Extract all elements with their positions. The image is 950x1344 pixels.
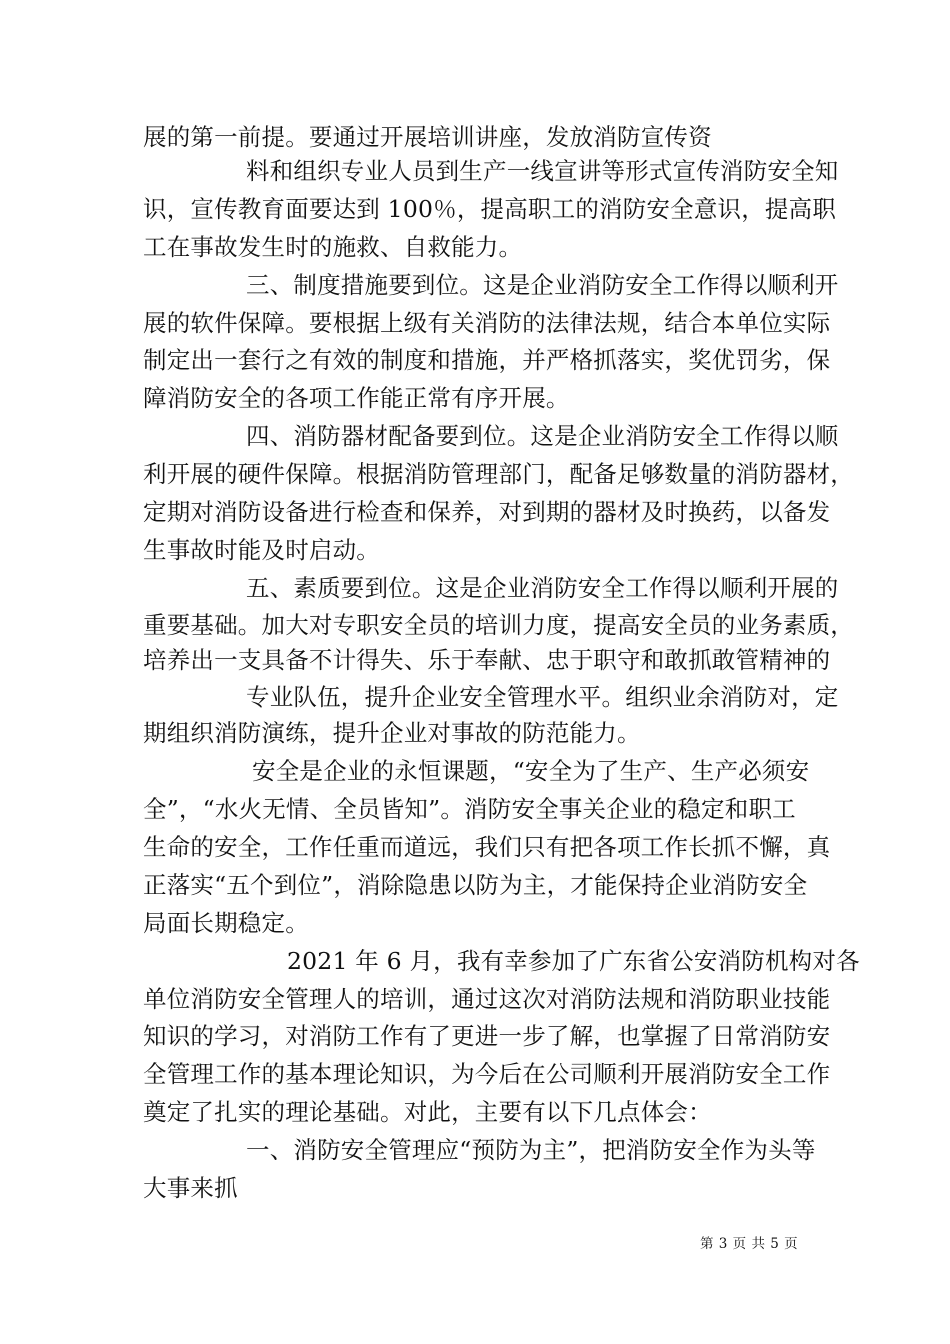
text-line: 大事来抓: [143, 1174, 238, 1202]
text-line: 料和组织专业人员到生产一线宣讲等形式宣传消防安全知: [246, 157, 839, 185]
text-line: 展的第一前提。要通过开展培训讲座，发放消防宣传资: [143, 123, 712, 151]
text-line: 障消防安全的各项工作能正常有序开展。: [143, 384, 570, 412]
text-line: 生命的安全，工作任重而道远，我们只有把各项工作长抓不懈，真: [143, 833, 831, 861]
text-line: 展的软件保障。要根据上级有关消防的法律法规，结合本单位实际: [143, 309, 831, 337]
text-line: 安全是企业的永恒课题，“安全为了生产、生产必须安: [252, 757, 810, 785]
text-line: 培养出一支具备不计得失、乐于奉献、忠于职守和敢抓敢管精神的: [143, 646, 831, 674]
text-line: 识，宣传教育面要达到 100％，提高职工的消防安全意识，提高职: [143, 195, 837, 223]
text-line: 五、素质要到位。这是企业消防安全工作得以顺利开展的: [246, 574, 839, 602]
text-line: 奠定了扎实的理论基础。对此，主要有以下几点体会：: [143, 1098, 712, 1126]
text-line: 知识的学习，对消防工作有了更进一步了解，也掌握了日常消防安: [143, 1022, 831, 1050]
text-line: 重要基础。加大对专职安全员的培训力度，提高安全员的业务素质，: [143, 611, 854, 639]
text-line: 单位消防安全管理人的培训，通过这次对消防法规和消防职业技能: [143, 985, 831, 1013]
text-line: 工在事故发生时的施救、自救能力。: [143, 233, 523, 261]
text-line: 三、制度措施要到位。这是企业消防安全工作得以顺利开: [246, 271, 839, 299]
text-line: 全”，“水火无情、全员皆知”。消防安全事关企业的稳定和职工: [143, 795, 796, 823]
text-line: 利开展的硬件保障。根据消防管理部门，配备足够数量的消防器材，: [143, 460, 854, 488]
page-number: 第 3 页 共 5 页: [700, 1236, 799, 1252]
text-line: 期组织消防演练，提升企业对事故的防范能力。: [143, 719, 641, 747]
text-line: 全管理工作的基本理论知识，为今后在公司顺利开展消防安全工作: [143, 1060, 831, 1088]
text-line: 一、消防安全管理应“预防为主”，把消防安全作为头等: [246, 1136, 816, 1164]
text-line: 2021 年 6 月，我有幸参加了广东省公安消防机构对各: [287, 947, 860, 975]
text-line: 专业队伍，提升企业安全管理水平。组织业余消防对，定: [246, 683, 839, 711]
text-line: 四、消防器材配备要到位。这是企业消防安全工作得以顺: [246, 422, 839, 450]
text-line: 生事故时能及时启动。: [143, 536, 380, 564]
text-line: 制定出一套行之有效的制度和措施，并严格抓落实，奖优罚劣，保: [143, 346, 831, 374]
text-line: 定期对消防设备进行检查和保养，对到期的器材及时换药，以备发: [143, 498, 831, 526]
text-line: 局面长期稳定。: [143, 909, 309, 937]
text-line: 正落实“五个到位”，消除隐患以防为主，才能保持企业消防安全: [143, 871, 808, 899]
